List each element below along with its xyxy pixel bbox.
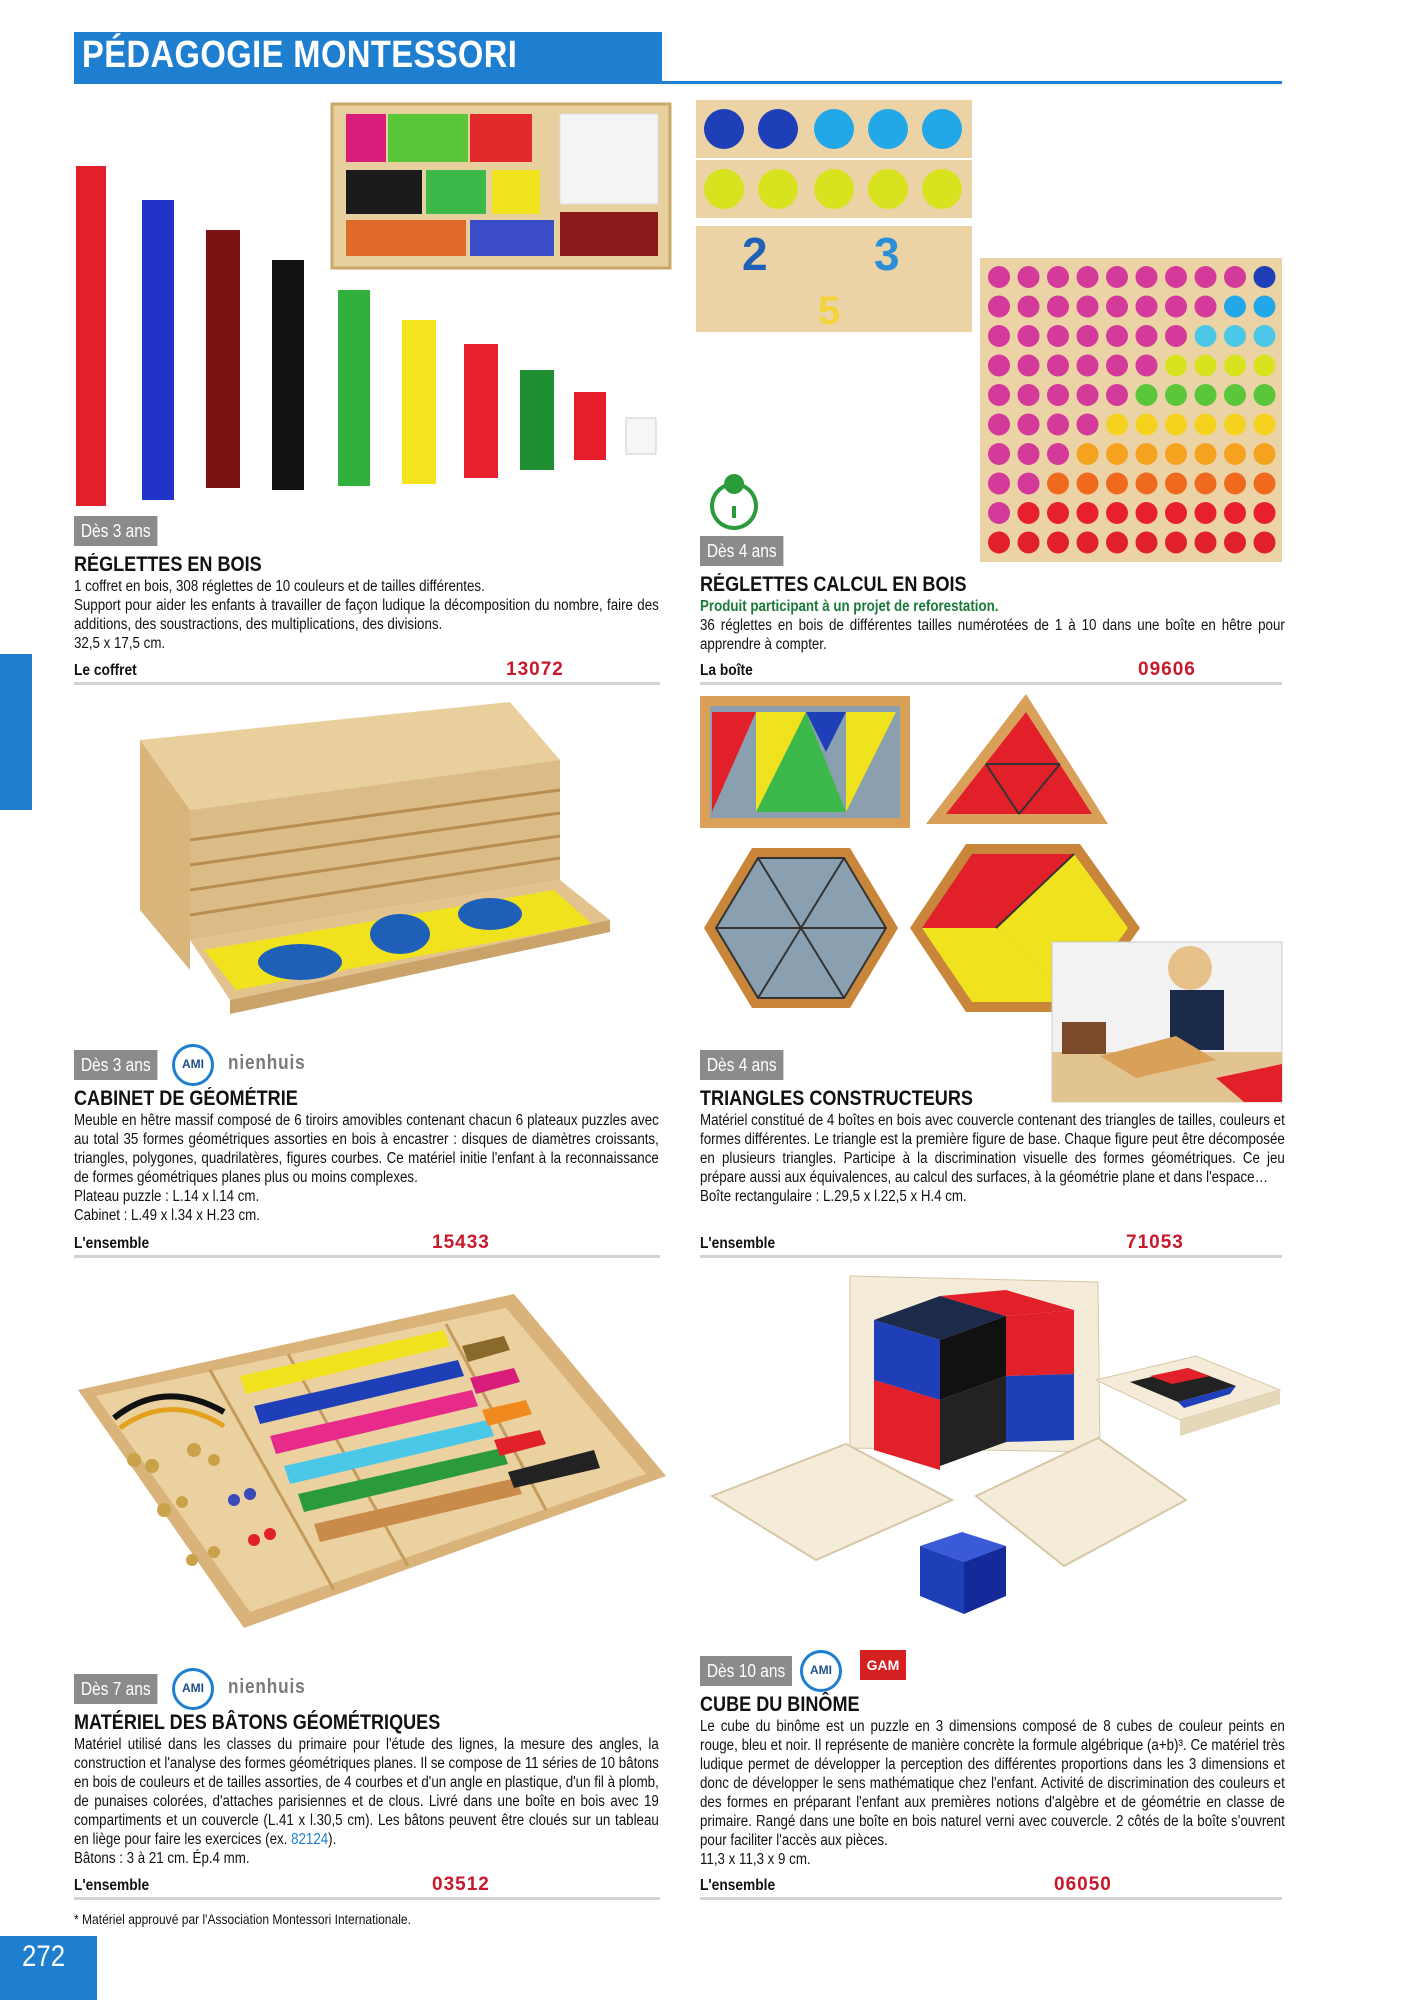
product-title: MATÉRIEL DES BÂTONS GÉOMÉTRIQUES xyxy=(74,1711,441,1734)
age-badge: Dès 4 ans xyxy=(700,536,783,566)
product-title: CABINET DE GÉOMÉTRIE xyxy=(74,1087,298,1110)
product-description: 1 coffret en bois, 308 réglettes de 10 couleurs et de tailles différentes. Support pour aider les enfants à travailler de façon ludique la décomposition du nombre, faire des additions, des soustractions, des multiplications, des divisions. 32,5 x 17,5 cm. xyxy=(74,578,659,652)
price-unit: L'ensemble xyxy=(74,1877,150,1894)
reference-link[interactable]: 82124 xyxy=(291,1831,329,1848)
product-ref: 03512 xyxy=(432,1874,490,1895)
nienhuis-logo: nienhuis xyxy=(228,1676,306,1698)
svg-text:3: 3 xyxy=(874,228,900,280)
product-ref: 71053 xyxy=(1126,1232,1184,1253)
gam-logo: GAM xyxy=(860,1650,906,1680)
price-row xyxy=(74,1229,660,1258)
age-badge: Dès 3 ans xyxy=(74,1050,157,1080)
product-description: Meuble en hêtre massif composé de 6 tiroirs amovibles contenant chacun 6 plateaux puzzles avec au total 35 formes géométriques assorties en bois à encastrer : disques de diamètres croissants, triangles, polygones, quadrilatères, figures courbes. Ce matériel initie l'enfant à la reconnaissance de formes géométriques planes plus ou moins complexes. Plateau puzzle : L.14 x l.14 cm. Cabinet : L.49 x l.34 x H.23 cm. xyxy=(74,1112,659,1224)
product-title: RÉGLETTES EN BOIS xyxy=(74,553,262,576)
product-title: TRIANGLES CONSTRUCTEURS xyxy=(700,1087,973,1110)
product-image-batons xyxy=(74,1290,674,1636)
product-image-cabinet xyxy=(130,700,620,1030)
product-description: Matériel constitué de 4 boîtes en bois avec couvercle contenant des triangles de tailles, couleurs et formes différentes. Le triangle est la première figure de base. Chaque figure peut être décomposée en plusieurs triangles. Participe à la discrimination visuelle des formes géométriques. Ce jeu prépare aussi aux équivalences, au calcul des surfaces, à la géométrie plane et dans l'espace… Boîte rectangulaire : L.29,5 x l.22,5 x H.4 cm. xyxy=(700,1112,1285,1205)
price-unit: L'ensemble xyxy=(74,1235,150,1252)
header-rule xyxy=(660,81,1282,84)
product-description: Matériel utilisé dans les classes du primaire pour l'étude des lignes, la mesure des angles, la construction et l'analyse des formes géométriques planes. Il se compose de 11 séries de 10 bâtons en bois de couleurs et de tailles assorties, de 4 courbes et d'un angle en plastique, d'un fil à plomb, de punaises colorées, d'attaches parisiennes et de clous. Livré dans une boîte en bois avec 19 compartiments et un couvercle (L.41 x l.30,5 cm). Les bâtons peuvent être cloués sur un tableau en liège pour faire les exercices (ex. 82124). Bâtons : 3 à 21 cm. Ép.4 mm. xyxy=(74,1736,659,1867)
side-tab xyxy=(0,654,32,810)
price-unit: La boîte xyxy=(700,662,753,679)
product-description: Le cube du binôme est un puzzle en 3 dimensions composé de 8 cubes de couleur peints en rouge, bleu et noir. Il représente de manière concrète la formule algébrique (a+b)³. Ce matériel très ludique permet de développer la perception des différentes proportions dans les 3 dimensions et donc de développer le sens mathématique chez l'enfant. Activité de discrimination des couleurs et des formes en préparant l'enfant aux premières notions d'algèbre et de géométrie en classe de primaire. Rangé dans une boîte en bois naturel verni avec couvercle. 2 côtés de la boîte s'ouvrent pour faciliter l'accès aux pièces. 11,3 x 11,3 x 9 cm. xyxy=(700,1718,1285,1868)
svg-text:2: 2 xyxy=(742,228,768,280)
product-description: Produit participant à un projet de reforestation. 36 réglettes en bois de différentes tailles numérotées de 1 à 10 dans une boîte en hêtre pour apprendre à compter. xyxy=(700,598,1285,653)
product-ref: 13072 xyxy=(506,659,564,680)
age-badge: Dès 7 ans xyxy=(74,1674,157,1704)
age-badge: Dès 3 ans xyxy=(74,516,157,546)
age-badge: Dès 4 ans xyxy=(700,1050,783,1080)
product-image-reglettes xyxy=(74,100,674,510)
page-title: PÉDAGOGIE MONTESSORI xyxy=(82,34,518,76)
price-unit: L'ensemble xyxy=(700,1877,776,1894)
price-row xyxy=(74,656,660,685)
product-title: CUBE DU BINÔME xyxy=(700,1693,860,1716)
product-image-triangles xyxy=(696,692,1286,1104)
product-ref: 06050 xyxy=(1054,1874,1112,1895)
ami-logo: AMI xyxy=(800,1650,842,1692)
product-title: RÉGLETTES CALCUL EN BOIS xyxy=(700,573,967,596)
price-row xyxy=(700,1229,1282,1258)
age-badge: Dès 10 ans xyxy=(700,1656,792,1686)
price-unit: L'ensemble xyxy=(700,1235,776,1252)
page-number: 272 xyxy=(22,1940,66,1973)
footnote: * Matériel approuvé par l'Association Montessori Internationale. xyxy=(74,1911,411,1927)
product-ref: 15433 xyxy=(432,1232,490,1253)
svg-text:5: 5 xyxy=(818,289,841,333)
nienhuis-logo: nienhuis xyxy=(228,1052,306,1074)
product-image-cube xyxy=(710,1270,1284,1650)
dot-grid-pattern xyxy=(984,262,1282,562)
price-unit: Le coffret xyxy=(74,662,137,679)
price-row xyxy=(700,1871,1282,1900)
ami-logo: AMI xyxy=(172,1044,214,1086)
product-ref: 09606 xyxy=(1138,659,1196,680)
price-row xyxy=(74,1871,660,1900)
ami-logo: AMI xyxy=(172,1668,214,1710)
